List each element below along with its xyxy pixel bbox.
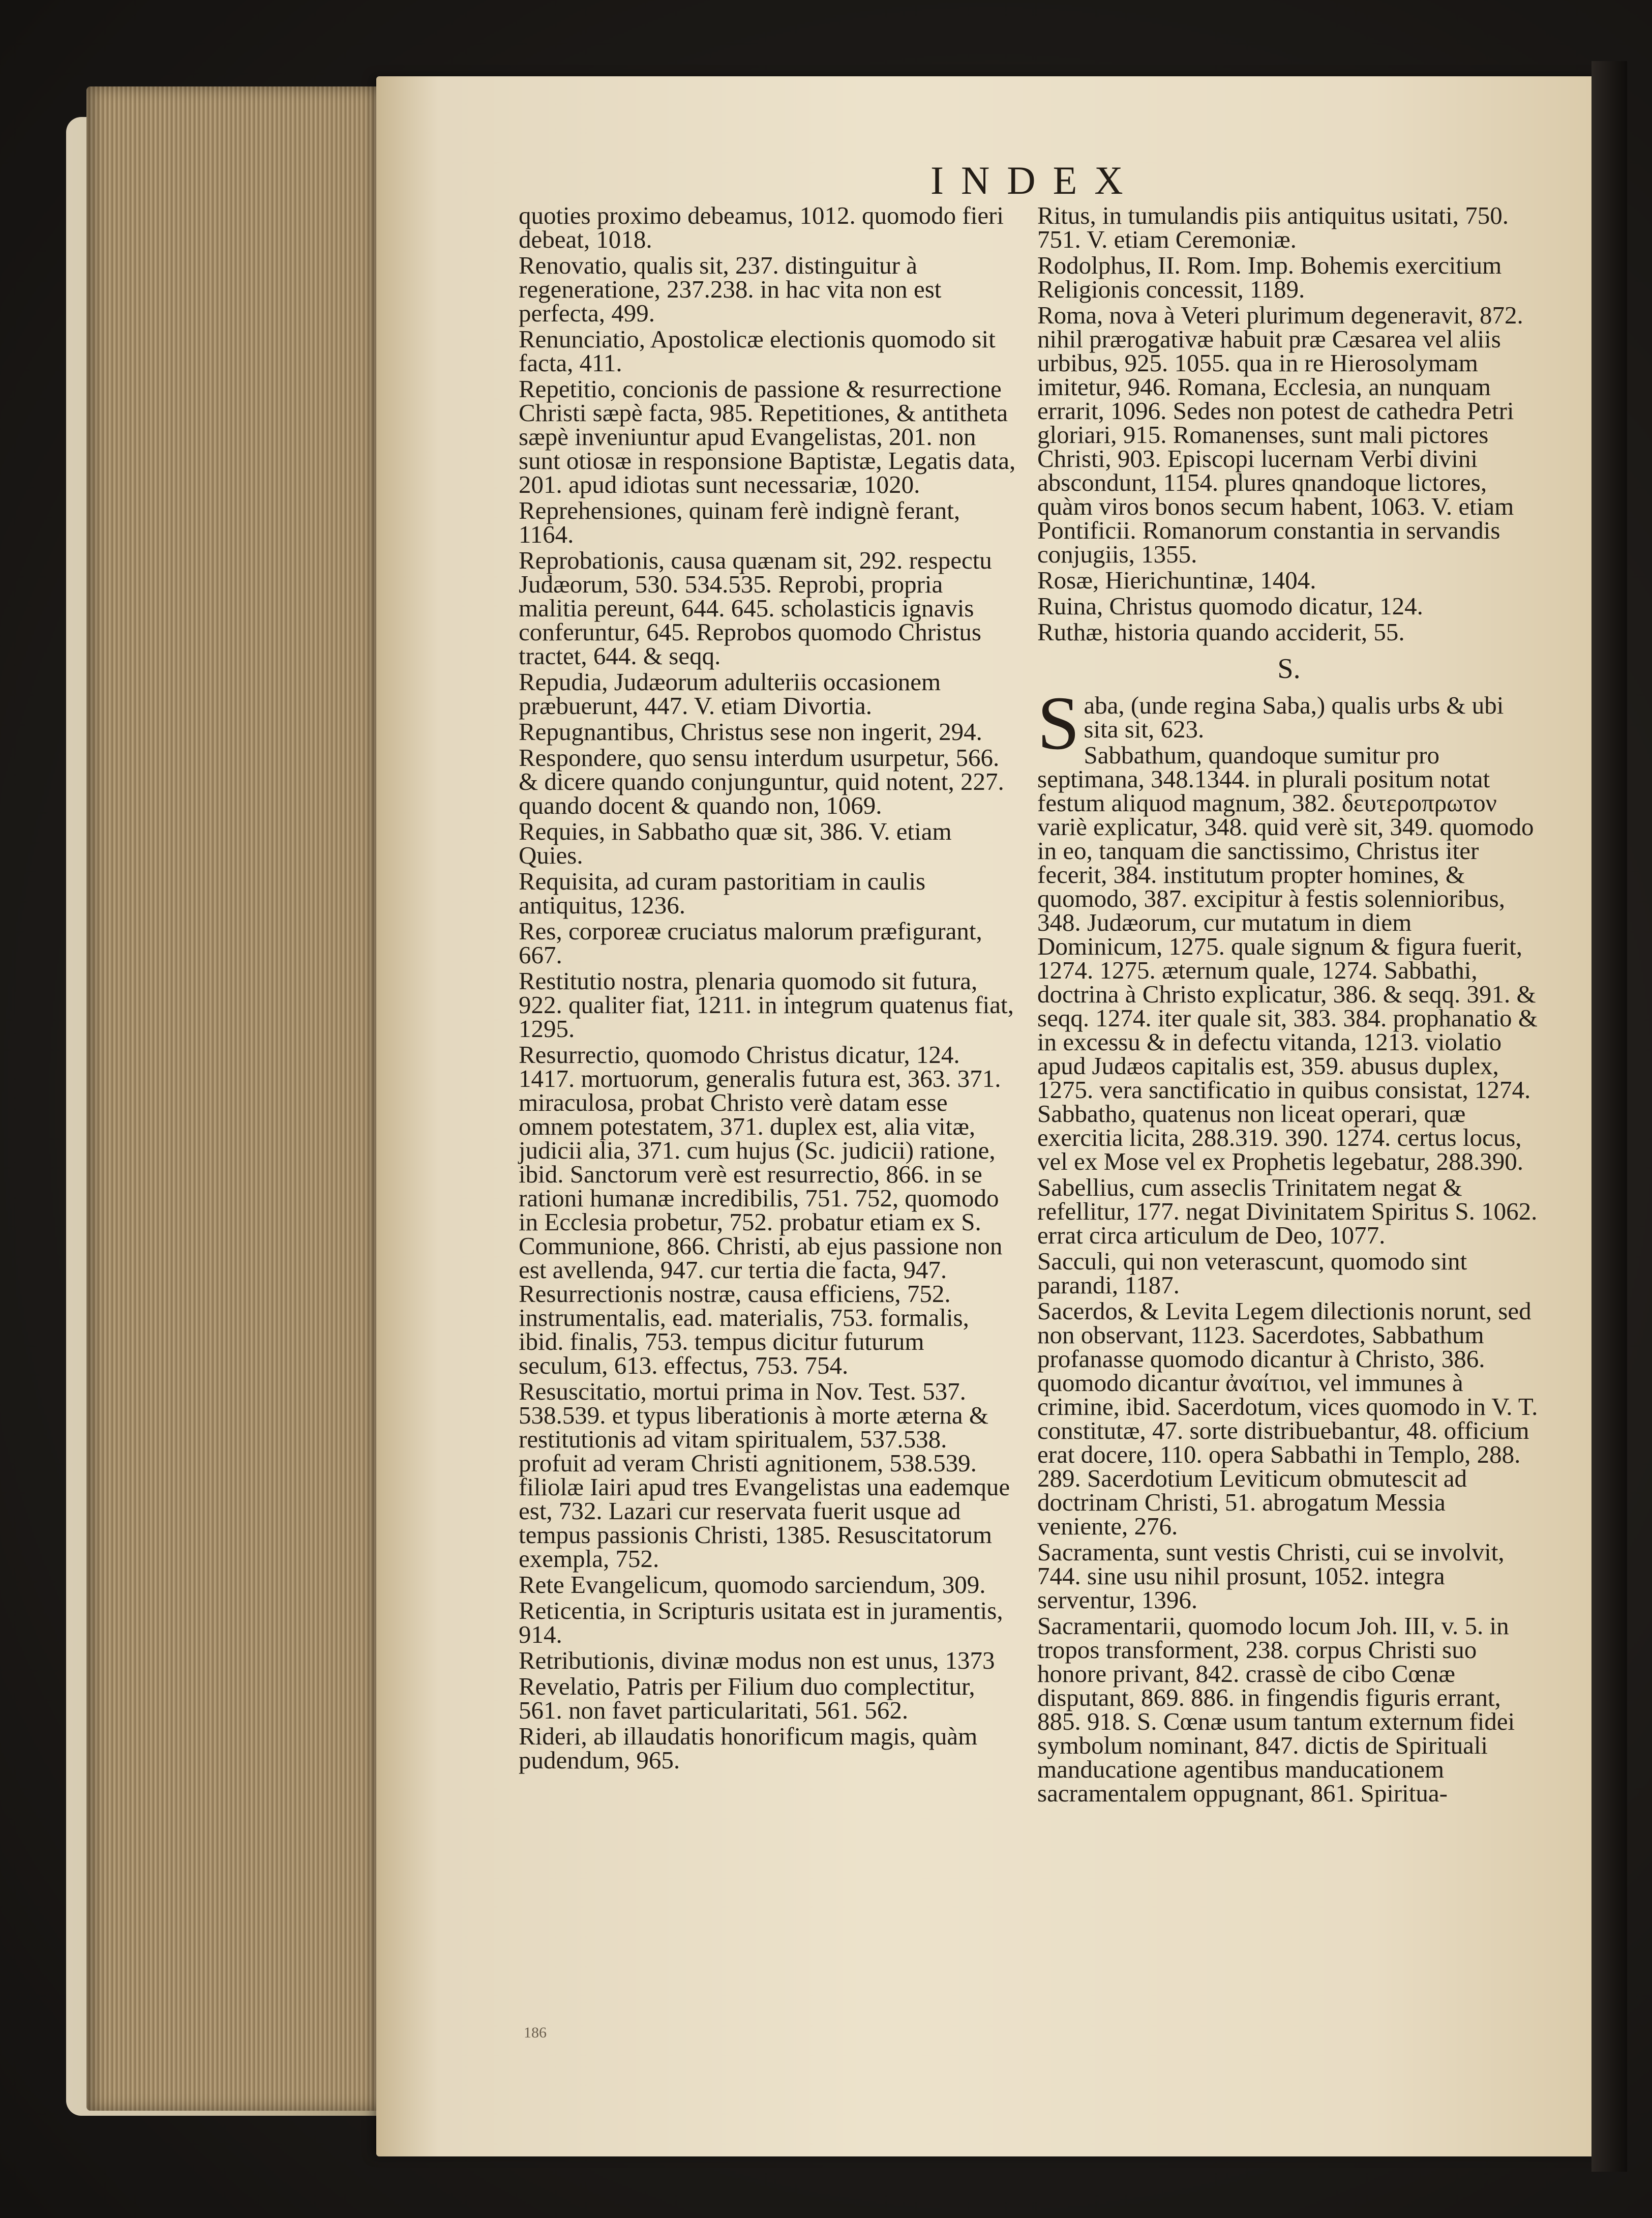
index-entry: Rodolphus, II. Rom. Imp. Bohemis exercitium Religionis concessit, 1189. [1037,251,1502,303]
index-entry-text: aba, (unde regina Saba,) qualis urbs & ubi sita sit, 623. [1084,691,1504,743]
right-column [1037,203,1541,1807]
section-letter-heading: S. [1277,653,1301,685]
running-title: INDEX [930,158,1140,202]
drop-cap: S [1037,681,1080,765]
index-entry: Respondere, quo sensu interdum usurpetur, 566. & dicere quando conjunguntur, quid notent, 227. quando docent & quando non, 1069. [519,744,1004,819]
index-entry: Sabbathum, quandoque sumitur pro septimana, 348.1344. in plurali positum notat festum aliquod magnum, 382. δευτεροπρωτον variè explicatur, 348. quid verè sit, 349. quomodo in eo, tanquam die sanctissimo, Christus iter fecerit, 384. institutum propter homines, & quomodo, 387. excipitur à festis solennioribus, 348. Judæorum, cur mutatum in diem Dominicum, 1275. quale signum & figura fuerit, 1274. 1275. æternum quale, 1274. Sabbathi, doctrina à Christo explicatur, 386. & seqq. 391. & seqq. 1274. iter quale sit, 383. 384. prophanatio & in excessu & in defectu vitanda, 1213. violatio apud Judæos capitalis est, 359. abusus duplex, 1275. vera sanctificatio in quibus consistat, 1274. Sabbatho, quatenus non liceat operari, quæ exercitia licita, 288.319. 390. 1274. certus locus, vel ex Mose vel ex Prophetis legebatur, 288.390. [1037,741,1538,1175]
index-entry: quoties proximo debeamus, 1012. quomodo fieri debeat, 1018. [519,201,1004,253]
index-entry: Resuscitatio, mortui prima in Nov. Test. 537. 538.539. et typus liberationis à morte æterna & restitutionis ad vitam spiritualem, 537.538. profuit ad veram Christi agnitionem, 538.539. filiolæ Iairi apud tres Evangelistas una eademque est, 732. Lazari cur reservata fuerit usque ad tempus passionis Christi, 1385. Resuscitatorum exempla, 752. [519,1377,1010,1573]
index-entry: Repudia, Judæorum adulteriis occasionem præbuerunt, 447. V. etiam Divortia. [519,668,941,720]
index-entry: Repetitio, concionis de passione & resurrectione Christi sæpè facta, 985. Repetitiones, & antitheta sæpè inveniuntur apud Evangelistas, 201. non sunt otiosæ in responsione Baptistæ, Legatis data, 201. apud idiotas sunt necessariæ, 1020. [519,375,1016,498]
index-entry: Roma, nova à Veteri plurimum degeneravit, 872. nihil prærogativæ habuit præ Cæsarea vel aliis urbibus, 925. 1055. qua in re Hierosolymam imitetur, 946. Romana, Ecclesia, an nunquam errarit, 1096. Sedes non potest de cathedra Petri gloriari, 915. Romanenses, sunt mali pictores Christi, 903. Episcopi lucernam Verbi divini abscondunt, 1154. plures qnandoque lictores, quàm viros bonos secum habent, 1063. V. etiam Pontificii. Romanorum constantia in servandis conjugiis, 1355. [1037,301,1523,568]
index-entry: Resurrectio, quomodo Christus dicatur, 124. 1417. mortuorum, generalis futura est, 363. 371. miraculosa, probat Christo verè datam esse omnem potestatem, 371. duplex est, alia vitæ, judicii alia, 371. cum hujus (Sc. judicii) ratione, ibid. Sanctorum verè est resurrectio, 866. in se rationi humanæ incredibilis, 751. 752, quomodo in Ecclesia probetur, 752. probatur etiam ex S. Communione, 866. Christi, ab ejus passione non est avellenda, 947. cur tertia die facta, 947. Resurrectionis nostræ, causa efficiens, 752. instrumentalis, ead. materialis, 753. formalis, ibid. finalis, 753. tempus dicitur futurum seculum, 613. effectus, 753. 754. [519,1041,1003,1379]
index-entry: Ruina, Christus quomodo dicatur, 124. [1037,592,1423,620]
index-entry: Sacerdos, & Levita Legem dilectionis norunt, sed non observant, 1123. Sacerdotes, Sabbathum profanasse quomodo dicantur à Christo, 386. quomodo dicantur ἀναίτιοι, vel immunes à crimine, ibid. Sacerdotum, vices quomodo in V. T. constitutæ, 47. sorte distribuebantur, 48. officium erat docere, 110. opera Sabbathi in Templo, 288. 289. Sacerdotium Leviticum obmutescit ad doctrinam Christi, 51. abrogatum Messia veniente, 276. [1037,1297,1538,1540]
index-entry: Revelatio, Patris per Filium duo complectitur, 561. non favet particularitati, 561. 562. [519,1672,975,1724]
right-shadow [1591,61,1627,2172]
index-entry: Reticentia, in Scripturis usitata est in juramentis, 914. [519,1596,1003,1648]
index-entry: Ruthæ, historia quando acciderit, 55. [1037,618,1405,646]
index-entry: Reprehensiones, quinam ferè indignè ferant, 1164. [519,496,960,548]
index-entry: Sacculi, qui non veterascunt, quomodo sint parandi, 1187. [1037,1247,1467,1299]
index-entry: Sacramentarii, quomodo locum Joh. III, v. 5. in tropos transforment, 238. corpus Christi suo honore privant, 842. crassè de cibo Cœnæ disputant, 869. 886. in fingendis figuris errant, 885. 918. S. Cœnæ usum tantum externum fidei symbolum nominant, 847. dictis de Spirituali manducatione agentibus manducationem sacramentalem oppugnant, 861. Spiritua- [1037,1612,1515,1807]
index-entry: Repugnantibus, Christus sese non ingerit, 294. [519,718,982,746]
index-entry: Sabellius, cum asseclis Trinitatem negat & refellitur, 177. negat Divinitatem Spiritus S. 1062. errat circa articulum de Deo, 1077. [1037,1173,1538,1249]
index-entry: Restitutio nostra, plenaria quomodo sit futura, 922. qualiter fiat, 1211. in integrum quatenus fiat, 1295. [519,967,1014,1043]
index-entry: Retributionis, divinæ modus non est unus, 1373 [519,1646,995,1674]
index-entry: Reprobationis, causa quænam sit, 292. respectu Judæorum, 530. 534.535. Reprobi, propria malitia pereunt, 644. 645. scholasticis ignavis conferuntur, 645. Reprobos quomodo Christus tractet, 644. & seqq. [519,546,992,670]
page-edges [86,86,386,2111]
index-entry-dropcap [1037,681,1541,765]
index-entry: Res, corporeæ cruciatus malorum præfigurant, 667. [519,917,982,969]
index-entry: Renunciatio, Apostolicæ electionis quomodo sit facta, 411. [519,325,996,377]
index-entry: Requisita, ad curam pastoritiam in caulis antiquitus, 1236. [519,867,926,919]
index-entry: Rideri, ab illaudatis honorificum magis, quàm pudendum, 965. [519,1722,978,1774]
index-entry: Renovatio, qualis sit, 237. distinguitur à regeneratione, 237.238. in hac vita non est perfecta, 499. [519,251,942,327]
corner-mark: 186 [524,2024,547,2041]
index-entry: Rosæ, Hierichuntinæ, 1404. [1037,566,1316,594]
index-entry: Requies, in Sabbatho quæ sit, 386. V. etiam Quies. [519,817,952,869]
left-column [519,203,1017,1774]
index-entry: Ritus, in tumulandis piis antiquitus usitati, 750. 751. V. etiam Ceremoniæ. [1037,201,1509,253]
index-entry: Sacramenta, sunt vestis Christi, cui se involvit, 744. sine usu nihil prosunt, 1052. integra serventur, 1396. [1037,1538,1505,1614]
index-entry: Rete Evangelicum, quomodo sarciendum, 309. [519,1571,986,1599]
